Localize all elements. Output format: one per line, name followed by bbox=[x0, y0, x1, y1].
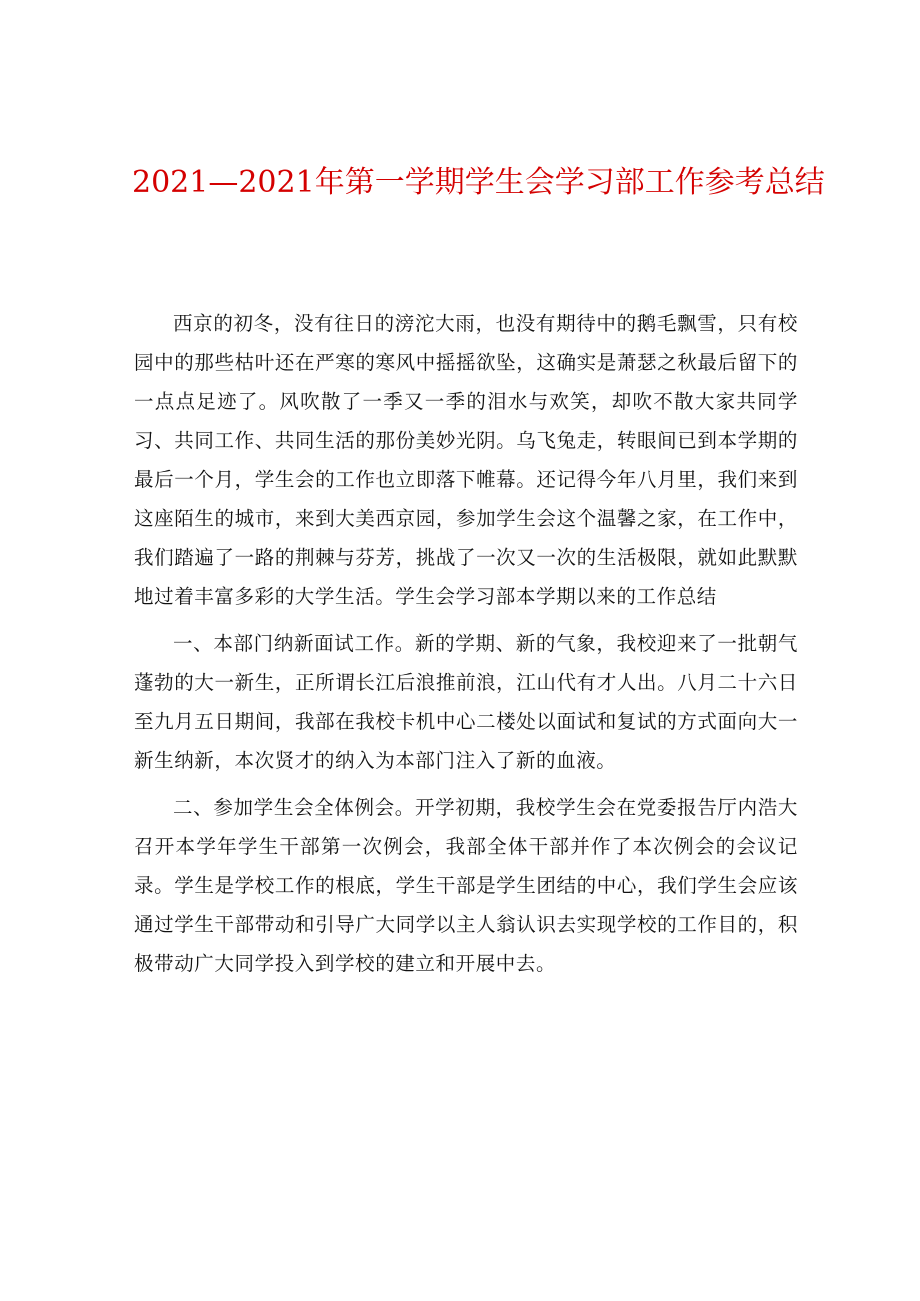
body-paragraph-section-2: 二、参加学生会全体例会。开学初期，我校学生会在党委报告厅内浩大召开本学年学生干部第一次例会，我部全体干部并作了本次例会的会议记录。学生是学校工作的根底，学生干部是学生团结的中心，我们学生会应该通过学生干部带动和引导广大同学以主人翁认识去实现学校的工作目的，积极带动广大同学投入到学校的建立和开展中去。 bbox=[134, 796, 798, 975]
body-paragraph-section-1: 一、本部门纳新面试工作。新的学期、新的气象，我校迎来了一批朝气蓬勃的大一新生，正所谓长江后浪推前浪，江山代有才人出。八月二十六日至九月五日期间，我部在我校卡机中心二楼处以面试和复试的方式面向大一新生纳新，本次贤才的纳入为本部门注入了新的血液。 bbox=[134, 632, 798, 772]
document-title: 2021—2021年第一学期学生会学习部工作参考总结 bbox=[132, 165, 825, 200]
body-paragraph-intro: 西京的初冬，没有往日的滂沱大雨，也没有期待中的鹅毛飘雪，只有校园中的那些枯叶还在严寒的寒风中摇摇欲坠，这确实是萧瑟之秋最后留下的一点点足迹了。风吹散了一季又一季的泪水与欢笑，却吹不散大家共同学习、共同工作、共同生活的那份美妙光阴。乌飞兔走，转眼间已到本学期的最后一个月，学生会的工作也立即落下帷幕。还记得今年八月里，我们来到这座陌生的城市，来到大美西京园，参加学生会这个温馨之家，在工作中，我们踏遍了一路的荆棘与芬芳，挑战了一次又一次的生活极限，就如此默默地过着丰富多彩的大学生活。学生会学习部本学期以来的工作总结 bbox=[134, 312, 798, 608]
document-body bbox=[134, 304, 798, 983]
